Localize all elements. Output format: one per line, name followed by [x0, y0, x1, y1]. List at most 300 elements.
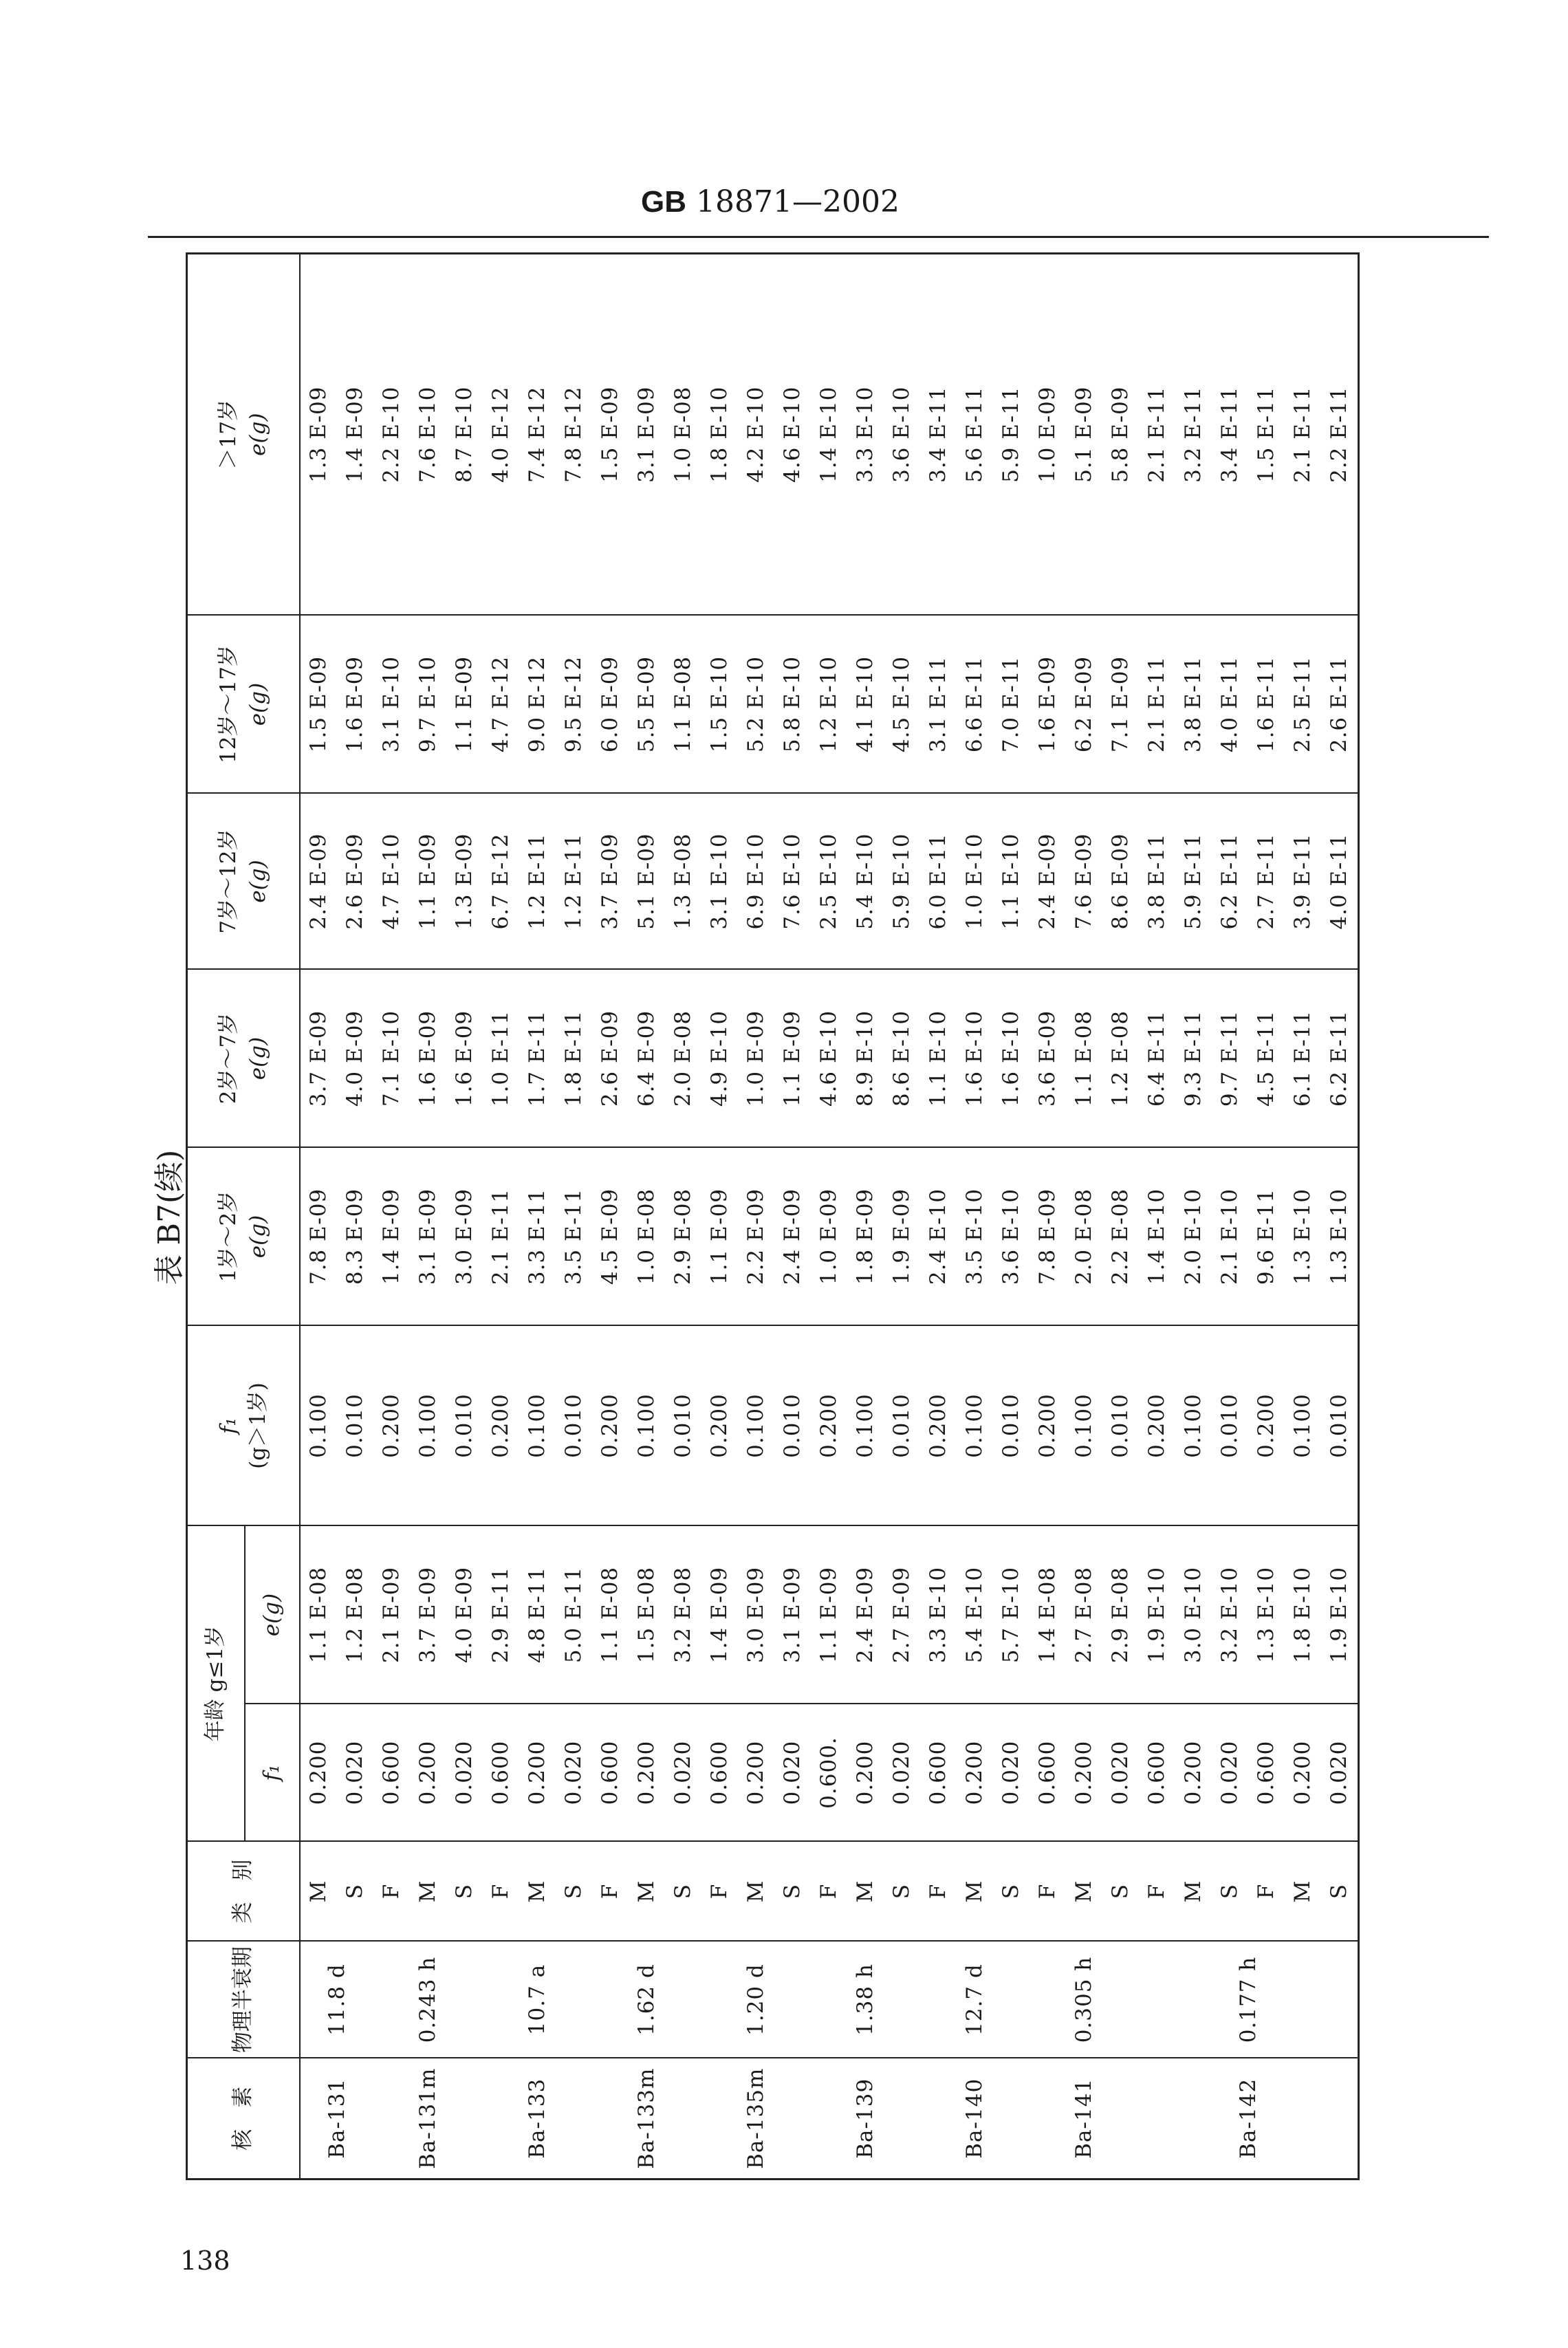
nuclide-cell: Ba-131: [300, 2058, 373, 2179]
table-cell: 0.100: [957, 1326, 993, 1526]
table-cell: 0.600.: [811, 1704, 847, 1842]
table-cell: 6.4 E-09: [629, 970, 665, 1148]
table-cell: F: [701, 1842, 738, 1942]
table-cell: 3.7 E-09: [592, 794, 629, 970]
table-row: [1212, 254, 1248, 2179]
table-cell: 3.2 E-11: [1175, 254, 1212, 616]
table-cell: 3.0 E-09: [738, 1526, 774, 1704]
table-row: [1030, 254, 1066, 2179]
table-cell: M: [1175, 1842, 1212, 1942]
table-cell: S: [993, 1842, 1030, 1942]
table-cell: 0.010: [884, 1326, 920, 1526]
table-cell: 2.4 E-09: [774, 1148, 811, 1326]
table-cell: 8.6 E-09: [1102, 794, 1139, 970]
table-cell: 9.7 E-10: [410, 616, 446, 794]
table-cell: 6.0 E-09: [592, 616, 629, 794]
table-cell: 0.600: [920, 1704, 957, 1842]
table-row: [1066, 254, 1102, 2179]
table-body: [300, 254, 1359, 2179]
table-cell: 4.0 E-09: [446, 1526, 483, 1704]
table-cell: 5.9 E-11: [993, 254, 1030, 616]
table-cell: M: [738, 1842, 774, 1942]
header-age-7-12: [187, 794, 301, 970]
table-cell: 0.100: [1066, 1326, 1102, 1526]
table-cell: 8.6 E-10: [884, 970, 920, 1148]
table-cell: 4.6 E-10: [811, 970, 847, 1148]
table-row: [410, 254, 446, 2179]
table-cell: 0.200: [1285, 1704, 1321, 1842]
table-row: [1139, 254, 1175, 2179]
table-cell: 3.5 E-10: [957, 1148, 993, 1326]
table-cell: 1.1 E-09: [774, 970, 811, 1148]
table-cell: 2.4 E-10: [920, 1148, 957, 1326]
table-cell: 0.020: [1102, 1704, 1139, 1842]
table-cell: 1.0 E-08: [665, 254, 701, 616]
table-cell: 5.6 E-11: [957, 254, 993, 616]
nuclide-cell: Ba-140: [920, 2058, 1030, 2179]
table-cell: 1.6 E-09: [446, 970, 483, 1148]
table-cell: 5.4 E-10: [957, 1526, 993, 1704]
table-cell: 3.3 E-10: [847, 254, 884, 616]
table-cell: 0.020: [884, 1704, 920, 1842]
table-cell: 1.8 E-11: [556, 970, 592, 1148]
table-cell: 0.600: [373, 1704, 410, 1842]
table-cell: 7.4 E-12: [519, 254, 556, 616]
table-cell: 0.200: [1248, 1326, 1285, 1526]
table-row: [847, 254, 884, 2179]
table-cell: 8.9 E-10: [847, 970, 884, 1148]
table-cell: 1.1 E-10: [920, 970, 957, 1148]
table-cell: 1.2 E-08: [1102, 970, 1139, 1148]
table-cell: 1.3 E-09: [300, 254, 337, 616]
dose-coefficient-table: [186, 252, 1360, 2180]
table-row: [811, 254, 847, 2179]
table-row: [337, 254, 373, 2179]
table-cell: 0.020: [337, 1704, 373, 1842]
table-cell: 1.9 E-10: [1139, 1526, 1175, 1704]
rotated-table-area: [138, 254, 1424, 2180]
table-cell: F: [1030, 1842, 1066, 1942]
table-cell: 0.020: [774, 1704, 811, 1842]
table-cell: M: [847, 1842, 884, 1942]
table-cell: 2.7 E-11: [1248, 794, 1285, 970]
table-cell: 0.010: [1212, 1326, 1248, 1526]
table-cell: 1.0 E-08: [629, 1148, 665, 1326]
table-cell: 1.6 E-09: [410, 970, 446, 1148]
table-cell: 1.0 E-09: [1030, 254, 1066, 616]
header-age-7-12-sub: e(g): [246, 860, 270, 903]
table-row: [1321, 254, 1359, 2179]
table-cell: 7.8 E-09: [300, 1148, 337, 1326]
half-life-cell: 1.62 d: [592, 1942, 701, 2058]
header-age-7-12-label: 7岁～12岁: [215, 829, 241, 934]
table-row: [446, 254, 483, 2179]
header-category: 类 别: [187, 1842, 301, 1942]
table-row: [629, 254, 665, 2179]
table-cell: 1.2 E-11: [519, 794, 556, 970]
table-cell: 9.0 E-12: [519, 616, 556, 794]
table-cell: 7.1 E-09: [1102, 616, 1139, 794]
table-cell: 1.1 E-08: [300, 1526, 337, 1704]
table-cell: 7.8 E-12: [556, 254, 592, 616]
table-cell: 1.8 E-10: [701, 254, 738, 616]
table-cell: 5.1 E-09: [629, 794, 665, 970]
table-cell: 2.0 E-08: [1066, 1148, 1102, 1326]
table-row: [1285, 254, 1321, 2179]
table-cell: F: [811, 1842, 847, 1942]
table-cell: 0.600: [1139, 1704, 1175, 1842]
table-cell: 1.5 E-09: [300, 616, 337, 794]
table-cell: 1.1 E-08: [665, 616, 701, 794]
table-cell: 0.020: [1321, 1704, 1359, 1842]
table-cell: S: [1212, 1842, 1248, 1942]
table-cell: 2.0 E-10: [1175, 1148, 1212, 1326]
half-life-cell: 0.305 h: [1030, 1942, 1139, 2058]
header-age-1-2-sub: e(g): [246, 1215, 270, 1259]
table-cell: 4.1 E-10: [847, 616, 884, 794]
table-cell: 1.6 E-10: [993, 970, 1030, 1148]
header-half-life: 物理半衰期: [187, 1942, 301, 2058]
table-cell: 2.4 E-09: [847, 1526, 884, 1704]
header-f1-over1: [187, 1326, 301, 1526]
table-cell: 0.100: [410, 1326, 446, 1526]
header-age-2-7-label: 2岁～7岁: [215, 1012, 241, 1105]
table-cell: 4.7 E-10: [373, 794, 410, 970]
table-cell: 1.3 E-10: [1248, 1526, 1285, 1704]
table-cell: 1.3 E-09: [446, 794, 483, 970]
table-cell: 4.5 E-10: [884, 616, 920, 794]
table-cell: 5.9 E-10: [884, 794, 920, 970]
table-cell: 0.600: [701, 1704, 738, 1842]
header-rule: [148, 236, 1489, 238]
table-cell: 1.4 E-08: [1030, 1526, 1066, 1704]
table-cell: 1.4 E-09: [373, 1148, 410, 1326]
table-cell: 0.200: [1175, 1704, 1212, 1842]
table-cell: 0.200: [847, 1704, 884, 1842]
table-cell: F: [483, 1842, 519, 1942]
table-cell: 7.6 E-10: [410, 254, 446, 616]
table-cell: 8.3 E-09: [337, 1148, 373, 1326]
table-cell: 0.100: [847, 1326, 884, 1526]
table-cell: F: [1139, 1842, 1175, 1942]
table-cell: 5.8 E-10: [774, 616, 811, 794]
table-cell: S: [1321, 1842, 1359, 1942]
table-cell: 2.0 E-08: [665, 970, 701, 1148]
table-cell: 0.200: [629, 1704, 665, 1842]
table-cell: 3.5 E-11: [556, 1148, 592, 1326]
nuclide-cell: Ba-142: [1139, 2058, 1359, 2179]
table-cell: 0.020: [446, 1704, 483, 1842]
table-cell: 0.200: [300, 1704, 337, 1842]
table-cell: 1.1 E-10: [993, 794, 1030, 970]
table-cell: 1.9 E-10: [1321, 1526, 1359, 1704]
half-life-cell: 12.7 d: [920, 1942, 1030, 2058]
table-cell: 3.7 E-09: [300, 970, 337, 1148]
table-cell: 3.3 E-10: [920, 1526, 957, 1704]
table-cell: 3.1 E-09: [774, 1526, 811, 1704]
page-number: 138: [180, 2246, 230, 2276]
table-cell: 0.200: [1066, 1704, 1102, 1842]
table-cell: 9.6 E-11: [1248, 1148, 1285, 1326]
table-cell: 1.2 E-10: [811, 616, 847, 794]
table-cell: 6.2 E-09: [1066, 616, 1102, 794]
nuclide-cell: Ba-133: [483, 2058, 592, 2179]
table-cell: 2.1 E-09: [373, 1526, 410, 1704]
table-cell: 0.100: [738, 1326, 774, 1526]
table-row: [1175, 254, 1212, 2179]
table-cell: 6.2 E-11: [1321, 970, 1359, 1148]
table-cell: 0.200: [483, 1326, 519, 1526]
table-cell: S: [337, 1842, 373, 1942]
table-cell: 5.2 E-10: [738, 616, 774, 794]
table-cell: 1.5 E-11: [1248, 254, 1285, 616]
table-cell: 0.600: [1030, 1704, 1066, 1842]
table-row: [738, 254, 774, 2179]
table-cell: 3.0 E-09: [446, 1148, 483, 1326]
table-cell: 1.6 E-11: [1248, 616, 1285, 794]
table-cell: 4.0 E-09: [337, 970, 373, 1148]
table-cell: 1.1 E-09: [446, 616, 483, 794]
table-row: [1248, 254, 1285, 2179]
table-cell: 1.0 E-11: [483, 970, 519, 1148]
table-cell: 1.3 E-08: [665, 794, 701, 970]
table-caption: 表 B7(续): [152, 1149, 187, 1285]
standard-code: 18871—2002: [696, 184, 900, 219]
table-cell: 3.6 E-09: [1030, 970, 1066, 1148]
table-cell: 8.7 E-10: [446, 254, 483, 616]
table-cell: 7.8 E-09: [1030, 1148, 1066, 1326]
table-cell: 0.100: [1285, 1326, 1321, 1526]
table-cell: 6.6 E-11: [957, 616, 993, 794]
table-cell: 6.4 E-11: [1139, 970, 1175, 1148]
table-cell: 3.2 E-10: [1212, 1526, 1248, 1704]
table-cell: 0.100: [300, 1326, 337, 1526]
table-cell: 0.010: [556, 1326, 592, 1526]
table-cell: 1.1 E-09: [811, 1526, 847, 1704]
table-cell: 0.010: [337, 1326, 373, 1526]
table-cell: 4.0 E-11: [1212, 616, 1248, 794]
table-cell: 6.2 E-11: [1212, 794, 1248, 970]
table-cell: 1.4 E-10: [1139, 1148, 1175, 1326]
table-cell: 4.9 E-10: [701, 970, 738, 1148]
table-cell: 9.5 E-12: [556, 616, 592, 794]
table-cell: 0.010: [1321, 1326, 1359, 1526]
standard-prefix: GB: [641, 185, 687, 219]
table-cell: 1.1 E-09: [410, 794, 446, 970]
table-cell: 2.1 E-11: [1139, 616, 1175, 794]
table-cell: 0.200: [410, 1704, 446, 1842]
table-cell: 0.600: [1248, 1704, 1285, 1842]
table-cell: 0.200: [1030, 1326, 1066, 1526]
table-cell: 5.8 E-09: [1102, 254, 1139, 616]
table-cell: 3.7 E-09: [410, 1526, 446, 1704]
table-cell: 0.600: [483, 1704, 519, 1842]
header-age-12-17-label: 12岁～17岁: [215, 645, 241, 763]
table-cell: 5.5 E-09: [629, 616, 665, 794]
table-cell: 1.3 E-10: [1285, 1148, 1321, 1326]
table-cell: 0.200: [957, 1704, 993, 1842]
table-cell: 0.200: [592, 1326, 629, 1526]
table-cell: 1.4 E-09: [337, 254, 373, 616]
table-cell: S: [1102, 1842, 1139, 1942]
table-cell: 4.6 E-10: [774, 254, 811, 616]
table-cell: 2.7 E-08: [1066, 1526, 1102, 1704]
table-cell: 1.2 E-11: [556, 794, 592, 970]
table-cell: 0.010: [446, 1326, 483, 1526]
table-cell: 3.4 E-11: [1212, 254, 1248, 616]
table-cell: 3.1 E-10: [373, 616, 410, 794]
table-cell: 3.3 E-11: [519, 1148, 556, 1326]
table-row: [1102, 254, 1139, 2179]
table-row: [920, 254, 957, 2179]
table-row: [701, 254, 738, 2179]
table-cell: 5.0 E-11: [556, 1526, 592, 1704]
table-cell: 0.020: [665, 1704, 701, 1842]
table-cell: 1.8 E-10: [1285, 1526, 1321, 1704]
table-cell: 2.6 E-11: [1321, 616, 1359, 794]
table-cell: 2.6 E-09: [592, 970, 629, 1148]
table-cell: 0.100: [519, 1326, 556, 1526]
table-row: [483, 254, 519, 2179]
table-cell: 1.5 E-10: [701, 616, 738, 794]
table-cell: 2.4 E-09: [1030, 794, 1066, 970]
half-life-cell: 1.38 h: [811, 1942, 920, 2058]
table-cell: 4.7 E-12: [483, 616, 519, 794]
table-cell: 3.6 E-10: [884, 254, 920, 616]
table-row: [665, 254, 701, 2179]
table-cell: 1.1 E-08: [1066, 970, 1102, 1148]
table-cell: 1.5 E-08: [629, 1526, 665, 1704]
table-cell: 4.5 E-11: [1248, 970, 1285, 1148]
header-nuclide: 核 素: [187, 2058, 301, 2179]
table-cell: 1.3 E-10: [1321, 1148, 1359, 1326]
table-cell: 2.1 E-11: [1139, 254, 1175, 616]
header-age-infant: 年龄 g≤1岁: [187, 1526, 246, 1842]
table-cell: 3.9 E-11: [1285, 794, 1321, 970]
table-cell: 0.100: [1175, 1326, 1212, 1526]
table-cell: M: [519, 1842, 556, 1942]
table-cell: 3.8 E-11: [1175, 616, 1212, 794]
table-cell: M: [957, 1842, 993, 1942]
table-cell: 7.1 E-10: [373, 970, 410, 1148]
table-cell: 1.0 E-10: [957, 794, 993, 970]
table-cell: 0.200: [373, 1326, 410, 1526]
table-cell: 9.3 E-11: [1175, 970, 1212, 1148]
table-cell: 4.2 E-10: [738, 254, 774, 616]
table-cell: 1.8 E-09: [847, 1148, 884, 1326]
header-age-2-7: [187, 970, 301, 1148]
table-cell: 6.9 E-10: [738, 794, 774, 970]
table-cell: 1.0 E-09: [811, 1148, 847, 1326]
header-age-2-7-sub: e(g): [246, 1036, 270, 1080]
table-cell: 0.100: [629, 1326, 665, 1526]
table-cell: 2.2 E-11: [1321, 254, 1359, 616]
table-cell: 5.7 E-10: [993, 1526, 1030, 1704]
table-cell: 1.0 E-09: [738, 970, 774, 1148]
half-life-cell: 11.8 d: [300, 1942, 373, 2058]
header-age-1-2-label: 1岁～2岁: [215, 1191, 241, 1283]
table-cell: 1.5 E-09: [592, 254, 629, 616]
table-cell: 2.2 E-10: [373, 254, 410, 616]
table-cell: S: [665, 1842, 701, 1942]
table-cell: 2.2 E-08: [1102, 1148, 1139, 1326]
header-f1-over1-sub: (g＞1岁): [246, 1382, 270, 1469]
table-cell: 2.7 E-09: [884, 1526, 920, 1704]
table-row: [957, 254, 993, 2179]
header-age-12-17: [187, 616, 301, 794]
table-cell: 1.9 E-09: [884, 1148, 920, 1326]
table-cell: 1.4 E-10: [811, 254, 847, 616]
table-cell: 2.6 E-09: [337, 794, 373, 970]
table-cell: 3.2 E-08: [665, 1526, 701, 1704]
table-cell: 7.6 E-10: [774, 794, 811, 970]
header-f1-infant: f₁: [245, 1704, 300, 1842]
table-cell: 1.2 E-08: [337, 1526, 373, 1704]
table-cell: 3.1 E-09: [410, 1148, 446, 1326]
table-cell: 6.7 E-12: [483, 794, 519, 970]
table-cell: S: [446, 1842, 483, 1942]
table-cell: 4.0 E-12: [483, 254, 519, 616]
half-life-cell: 0.177 h: [1139, 1942, 1359, 2058]
table-cell: 0.200: [701, 1326, 738, 1526]
table-cell: F: [592, 1842, 629, 1942]
table-cell: 2.5 E-11: [1285, 616, 1321, 794]
table-cell: 0.010: [665, 1326, 701, 1526]
nuclide-cell: Ba-133m: [592, 2058, 701, 2179]
table-cell: M: [1066, 1842, 1102, 1942]
half-life-cell: 0.243 h: [373, 1942, 483, 2058]
table-cell: F: [920, 1842, 957, 1942]
table-cell: M: [300, 1842, 337, 1942]
table-cell: 3.4 E-11: [920, 254, 957, 616]
table-cell: 2.9 E-11: [483, 1526, 519, 1704]
table-cell: 0.200: [920, 1326, 957, 1526]
table-cell: F: [373, 1842, 410, 1942]
table-cell: 3.1 E-09: [629, 254, 665, 616]
table-cell: 5.1 E-09: [1066, 254, 1102, 616]
nuclide-cell: Ba-139: [811, 2058, 920, 2179]
table-row: [300, 254, 337, 2179]
table-cell: 2.9 E-08: [1102, 1526, 1139, 1704]
header-f1-over1-label: f₁: [215, 1417, 241, 1434]
table-cell: 5.4 E-10: [847, 794, 884, 970]
header-e-infant: e(g): [245, 1526, 300, 1704]
table-cell: 3.8 E-11: [1139, 794, 1175, 970]
table-cell: 1.6 E-09: [337, 616, 373, 794]
table-cell: 0.020: [1212, 1704, 1248, 1842]
table-cell: 0.600: [592, 1704, 629, 1842]
table-cell: 1.6 E-09: [1030, 616, 1066, 794]
table-cell: 2.4 E-09: [300, 794, 337, 970]
table-cell: 3.1 E-10: [701, 794, 738, 970]
table-cell: 0.020: [993, 1704, 1030, 1842]
table-cell: 2.1 E-11: [483, 1148, 519, 1326]
nuclide-cell: Ba-135m: [701, 2058, 811, 2179]
table-cell: 0.200: [1139, 1326, 1175, 1526]
table-cell: S: [774, 1842, 811, 1942]
table-cell: 1.1 E-09: [701, 1148, 738, 1326]
table-cell: 0.200: [738, 1704, 774, 1842]
table-cell: 4.0 E-11: [1321, 794, 1359, 970]
half-life-cell: 1.20 d: [701, 1942, 811, 2058]
table-cell: 3.6 E-10: [993, 1148, 1030, 1326]
table-cell: 1.7 E-11: [519, 970, 556, 1148]
table-cell: 1.4 E-09: [701, 1526, 738, 1704]
half-life-cell: 10.7 a: [483, 1942, 592, 2058]
table-cell: 0.200: [519, 1704, 556, 1842]
table-cell: S: [884, 1842, 920, 1942]
table-row: [884, 254, 920, 2179]
